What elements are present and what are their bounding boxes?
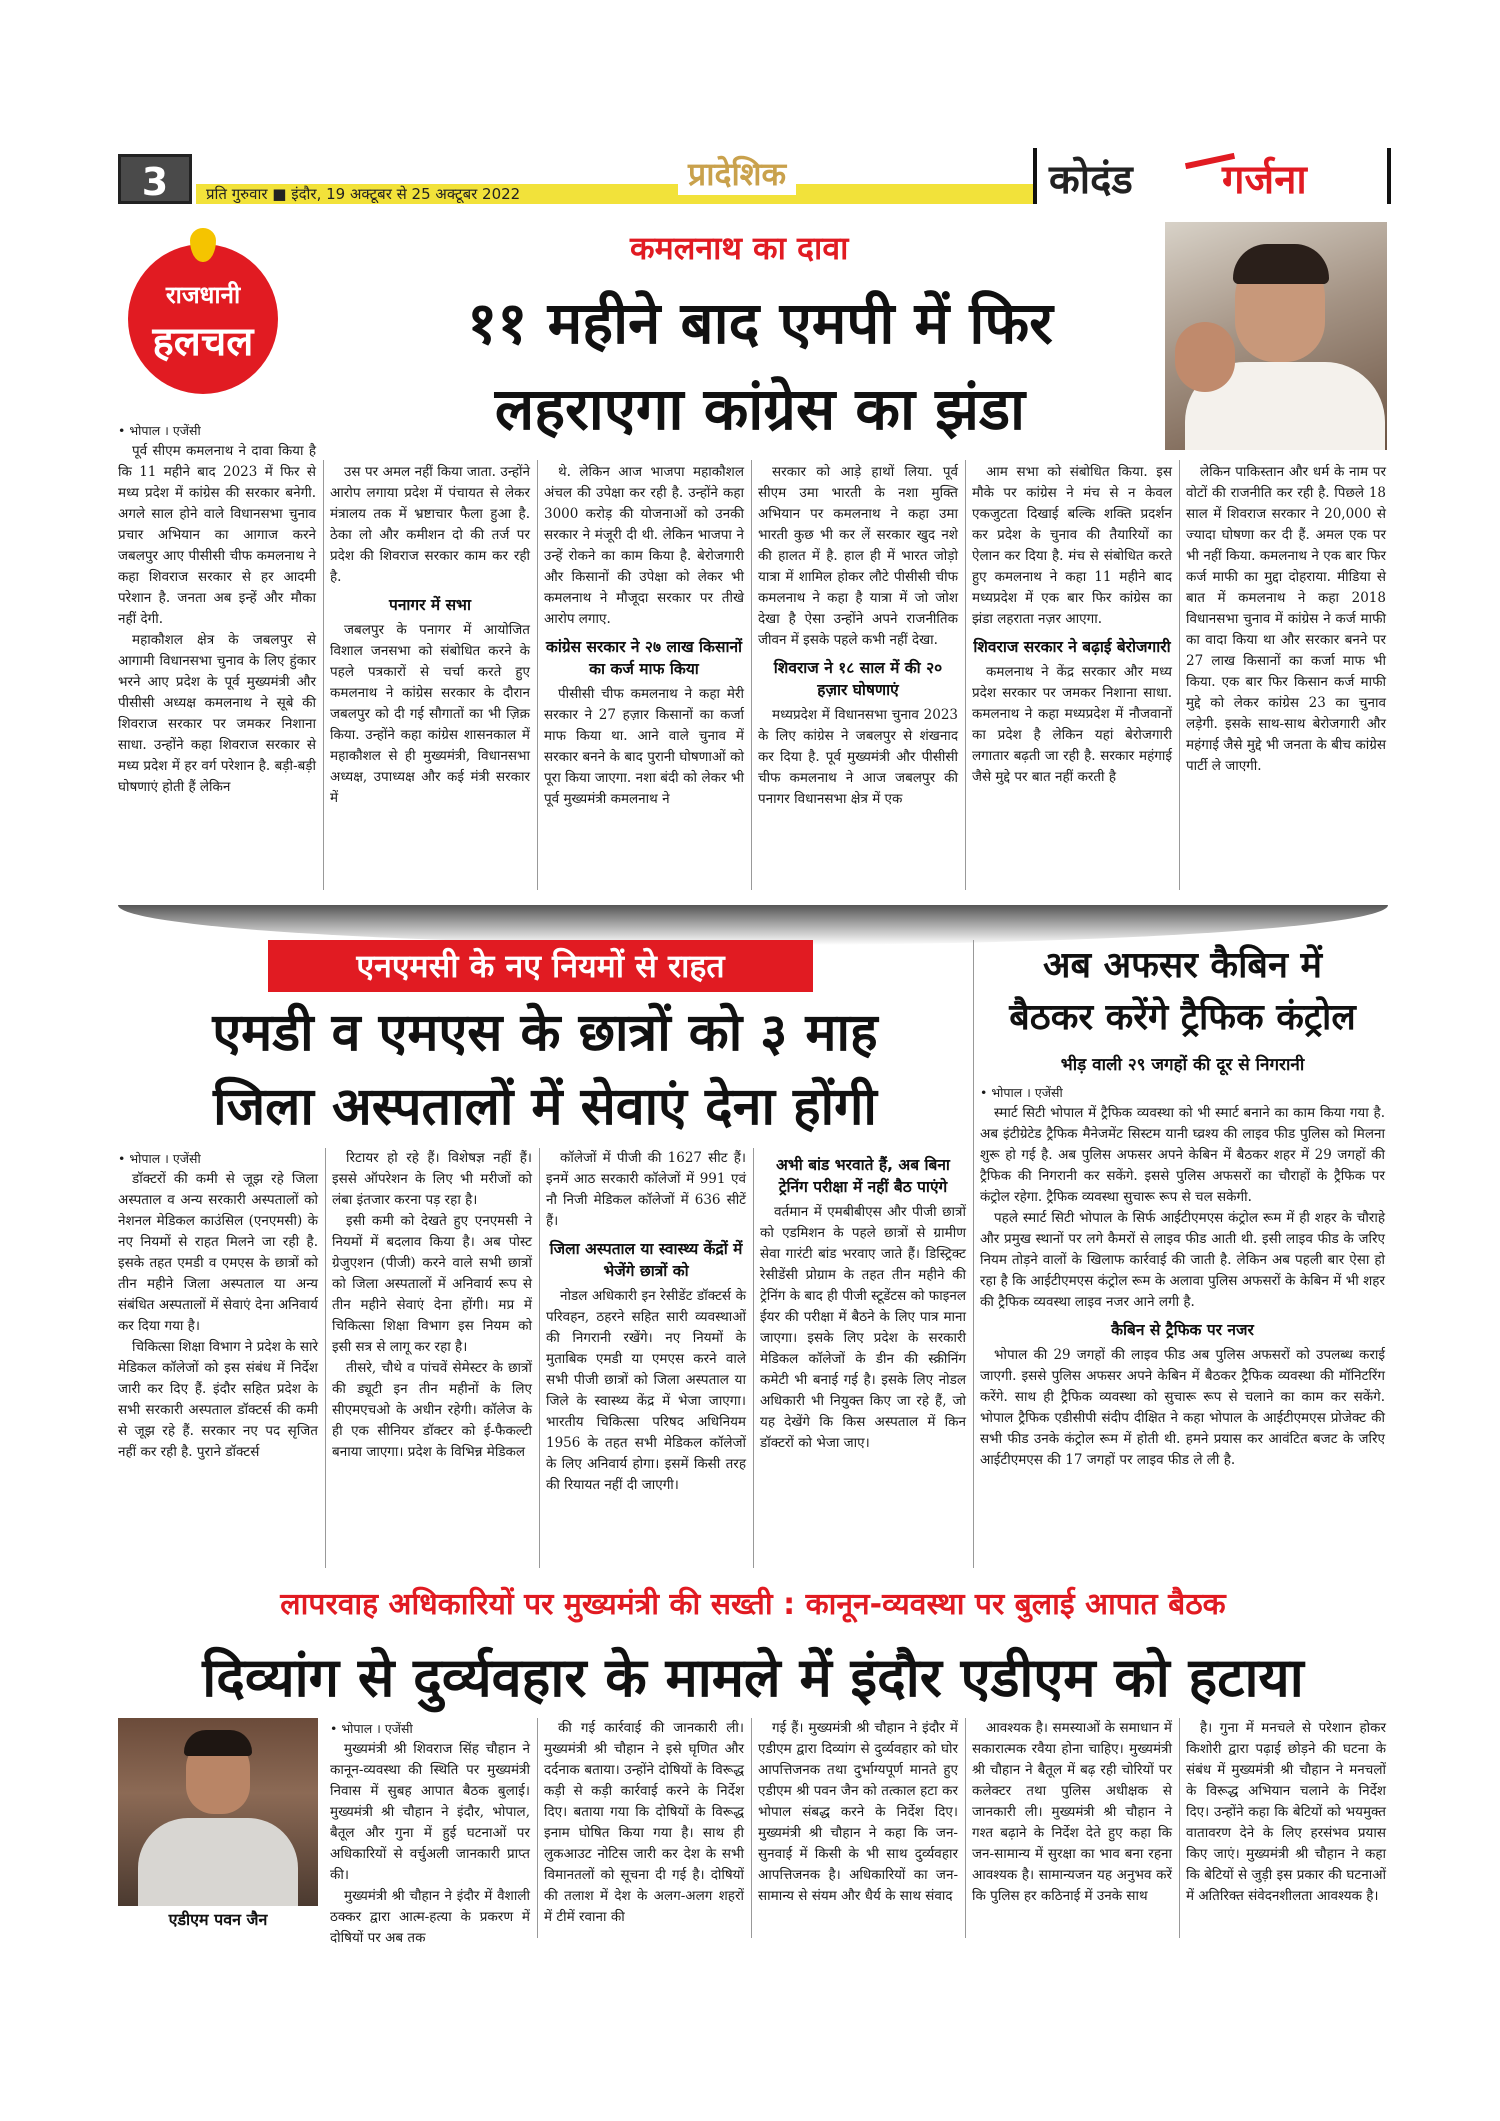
story2-col2-text: रिटायर हो रहे हैं। विशेषज्ञ नहीं हैं। इससे ऑपरेशन के लिए भी मरीजों को लंबा इंतजार करना पड़ रहा है।: [332, 1150, 532, 1208]
dateline-bar: [196, 184, 1146, 204]
story4-col1b-text: मुख्यमंत्री श्री चौहान ने इंदौर में वैशाली ठक्कर द्वारा आत्म-हत्या के प्रकरण में दोषियों पर अब तक: [330, 1888, 530, 1946]
story1-col4-text: सरकार को आड़े हाथों लिया. पूर्व सीएम उमा भारती के नशा मुक्ति अभियान पर कमलनाथ ने कहा उमा भारती कुछ भी कर लें सरकार खुद नशे की हालत में है. हाल ही में भारत जोड़ो यात्रा में शामिल होकर लौटे पीसीसी चीफ कमलनाथ ने कहा है यात्रा में जो जोश देखा है ऐसा उन्होंने अपने राजनीतिक जीवन में इसके पहले कभी नहीं देखा.: [758, 464, 958, 648]
story1-col6-text: लेकिन पाकिस्तान और धर्म के नाम पर वोटों की राजनीति कर रही है. पिछले 18 साल में शिवराज सरकार ने 20,000 से ज्यादा घोषणा कर दी हैं. अमल एक पर भी नहीं किया. कमलनाथ ने एक बार फिर कर्ज माफी का मुद्दा दोहराया. मीडिया से बात में कमलनाथ ने कहा 2018 विधानसभा चुनाव में कांग्रेस ने कर्ज माफी का वादा किया था और सरकार बनने पर 27 लाख किसानों का कर्जा माफ भी किया. एक बार फिर किसान कर्ज माफी मुद्दे को लेकर कांग्रेस 23 का चुनाव लड़ेगी. इसके साथ-साथ बेरोजगारी और महंगाई जैसे मुद्दे भी जनता के बीच कांग्रेस पार्टी ले जाएगी.: [1186, 464, 1386, 774]
dateline-text: प्रति गुरुवार ■ इंदौर, 19 अक्टूबर से 25 अक्टूबर 2022: [206, 185, 521, 203]
story1-column-6: [1186, 462, 1386, 777]
column-divider: [539, 1148, 540, 1568]
story1-col3-text: थे. लेकिन आज भाजपा महाकौशल अंचल की उपेक्षा कर रही है. उन्होंने कहा 3000 करोड़ की योजनाओं को उनकी सरकार ने मंजूरी दी थी. लेकिन भाजपा ने उन्हें रोकने का काम किया है. बेरोजगारी और किसानों की उपेक्षा को लेकर भी कमलनाथ ने मौजूदा सरकार पर तीखे आरोप लगाए.: [544, 464, 744, 627]
story4-column-4: [972, 1718, 1172, 1907]
story2-dateline: • भोपाल । एजेंसी: [118, 1151, 201, 1166]
story3-p1: स्मार्ट सिटी भोपाल में ट्रैफिक व्यवस्था को भी स्मार्ट बनाने का काम किया गया है. अब इंटीग्रेटेड ट्रैफिक मैनेजमेंट सिस्टम यानी घ्व्रश्य की लाइव फीड पुलिस को मिलना शुरू हो गई है. अब पुलिस अफसर अपने केबिन में बैठकर शहर में 29 जगहों की ट्रैफिक की निगरानी कर सकेंगे. इससे पुलिस अफसरों का चौराहों के ट्रैफिक पर कंट्रोल रहेगा. ट्रैफिक व्यवस्था सुचारू रूप से चल सकेगी.: [980, 1105, 1385, 1205]
story1-col5-text: आम सभा को संबोधित किया. इस मौके पर कांग्रेस ने मंच से न केवल एकजुटता दिखाई बल्कि शक्ति प्रदर्शन कर प्रदेश के चुनाव की तैयारियों का ऐलान कर दिया है. मंच से संबोधित करते हुए कमलनाथ ने कहा 11 महीने बाद मध्यप्रदेश में एक बार फिर कांग्रेस का झंडा लहराता नज़र आएगा.: [972, 464, 1172, 627]
story4-col2-text: की गई कार्रवाई की जानकारी ली। मुख्यमंत्री श्री चौहान ने इसे घृणित और दर्दनाक बताया। उन्होंने दोषियों के विरूद्ध कड़ी से कड़ी कार्रवाई करने के निर्देश दिए। बताया गया कि दोषियों के विरूद्ध इनाम घोषित किया गया है। साथ ही लुकआउट नोटिस जारी कर देश के सभी विमानतलों को सूचना दी गई है। दोषियों की तलाश में देश के अलग-अलग शहरों में टीमें रवाना की: [544, 1720, 744, 1925]
masthead: [118, 154, 1388, 204]
column-divider: [965, 460, 966, 890]
story4-column-5: [1186, 1718, 1386, 1907]
story1-col3b-text: पीसीसी चीफ कमलनाथ ने कहा मेरी सरकार ने 27 हज़ार किसानों का कर्जा माफ किया था. आने वाले चुनाव में सरकार बनने के बाद पुरानी घोषणाओं को पूरा किया जाएगा. नशा बंदी को लेकर भी पूर्व मुख्यमंत्री कमलनाथ ने: [544, 686, 744, 807]
page-number: 3: [118, 154, 192, 204]
newspaper-logo: [1033, 148, 1391, 204]
location-pin-icon: [190, 228, 216, 262]
story1-headline: [320, 280, 1200, 452]
story1-col1-text: पूर्व सीएम कमलनाथ ने दावा किया है कि 11 महीने बाद 2023 में फिर से मध्य प्रदेश में कांग्रेस की सरकार बनेगी. अगले साल होने वाले विधानसभा चुनाव प्रचार अभियान का आगाज करने जबलपुर आए पीसीसी चीफ कमलनाथ ने कहा शिवराज सरकार से हर आदमी परेशान है. जनता अब इन्हें और मौका नहीं देगी.: [118, 443, 316, 627]
story4-col3-text: गई हैं। मुख्यमंत्री श्री चौहान ने इंदौर में एडीएम द्वारा दिव्यांग से दुर्व्यवहार को घोर आपत्तिजनक तथा दुर्भाग्यपूर्ण मानते हुए एडीएम श्री पवन जैन को तत्काल हटा कर भोपाल संबद्ध करने के निर्देश दिए। मुख्यमंत्री श्री चौहान ने कहा कि जन-सुनवाई में किसी के भी साथ दुर्व्यवहार आपत्तिजनक है। अधिकारियों का जन-सामान्य से संयम और धैर्य के साथ संवाद: [758, 1720, 958, 1904]
story1-col2-text: उस पर अमल नहीं किया जाता. उन्होंने आरोप लगाया प्रदेश में पंचायत से लेकर मंत्रालय तक में भ्रष्टाचार फैला हुआ है. ठेका लो और कमीशन दो की तर्ज पर प्रदेश की शिवराज सरकार काम कर रही है.: [330, 464, 530, 585]
story2-headline: [130, 996, 960, 1144]
story3-p3: भोपाल की 29 जगहों की लाइव फीड अब पुलिस अफसरों को उपलब्ध कराई जाएगी. इससे पुलिस अफसर अपने केबिन में बैठकर ट्रैफिक व्यवस्था की मॉनिटरिंग करेंगे. साथ ही ट्रैफिक व्यवस्था को सुचारू रूप से चलाने का काम कर सकेंगे. भोपाल ट्रैफिक एडीसीपी संदीप दीक्षित ने कहा भोपाल के आईटीएमएस प्रोजेक्ट की सभी फीड उनके कंट्रोल रूम में होती थी. हमने प्रयास कर आवंटित बजट के जरिए आईटीएमएस की 17 जगहों पर लाइव फीड ले ली है.: [980, 1347, 1385, 1468]
story2-column-2: [332, 1148, 532, 1463]
badge-line1: राजधानी: [165, 281, 241, 309]
column-divider: [751, 460, 752, 890]
story1-column-3: [544, 462, 744, 810]
story4-headline: दिव्यांग से दुर्व्यवहार के मामले में इंदौर एडीएम को हटाया: [202, 1646, 1304, 1709]
logo-text-part1: कोदंड: [1049, 157, 1133, 203]
story2-headline-line1: एमडी व एमएस के छात्रों को ३ माह: [212, 1003, 878, 1063]
column-divider: [1179, 460, 1180, 890]
story2-subhead-district: जिला अस्पताल या स्वास्थ्य केंद्रों में भेजेंगे छात्रों को: [549, 1240, 743, 1280]
story3-dateline: • भोपाल । एजेंसी: [980, 1085, 1063, 1100]
photo-shape: [1233, 244, 1329, 284]
badge-line2: हलचल: [152, 319, 254, 365]
story2-col2c-text: तीसरे, चौथे व पांचवें सेमेस्टर के छात्रों की ड्यूटी इन तीन महीनों के लिए सीएमएचओ के अधीन रहेगी। कॉलेज के ही एक सीनियर डॉक्टर को ई-फैकल्टी बनाया जाएगा। प्रदेश के विभिन्न मेडिकल: [332, 1360, 532, 1460]
story2-col3-text: कॉलेजों में पीजी की 1627 सीट हैं। इनमें आठ सरकारी कॉलेजों में 991 एवं नौ निजी मेडिकल कॉलेजों में 636 सीटें हैं।: [546, 1150, 746, 1229]
story1-col1b-text: महाकौशल क्षेत्र के जबलपुर से आगामी विधानसभा चुनाव के लिए हुंकार भरने आए प्रदेश के पूर्व मुख्यमंत्री और पीसीसी अध्यक्ष कमलनाथ ने सूबे की शिवराज सरकार पर जमकर निशाना साधा. उन्होंने कहा शिवराज सरकार से मध्य प्रदेश में हर वर्ग परेशान है. बड़ी-बड़ी घोषणाएं होती हैं लेकिन: [118, 632, 316, 795]
column-divider: [973, 940, 974, 1568]
adm-pawan-jain-photo: [118, 1718, 318, 1906]
story2-col1b-text: चिकित्सा शिक्षा विभाग ने प्रदेश के सारे मेडिकल कॉलेजों को इस संबंध में निर्देश जारी कर दिए हैं. इंदौर सहित प्रदेश के सभी सरकारी अस्पताल डॉक्टर्स की कमी से जूझ रहे हैं. सरकार नए पद सृजित नहीं कर रही है. पुराने डॉक्टर्स: [118, 1339, 318, 1460]
story2-column-3: [546, 1148, 746, 1496]
column-divider: [965, 1718, 966, 1938]
photo-caption: एडीएम पवन जैन: [168, 1910, 268, 1929]
photo-shape: [184, 1730, 252, 1756]
section-name: प्रादेशिक: [678, 152, 796, 195]
story2-column-1: [118, 1148, 318, 1463]
story1-col2b-text: जबलपुर के पनागर में आयोजित विशाल जनसभा को संबोधित करने के पहले पत्रकारों से चर्चा करते हुए कमलनाथ ने कांग्रेस सरकार के दौरान जबलपुर को दी गई सौगातों का भी ज़िक्र किया. उन्होंने कहा कांग्रेस शासनकाल में महाकौशल से ही मुख्यमंत्री, विधानसभा अध्यक्ष, उपाध्यक्ष और कई मंत्री सरकार में: [330, 622, 530, 806]
story3-body: [980, 1082, 1385, 1471]
story4-column-3: [758, 1718, 958, 1907]
story1-column-4: [758, 462, 958, 810]
story3-headline-line1: अब अफसर कैबिन में: [1042, 945, 1323, 986]
rajdhani-halchal-badge: [128, 244, 278, 394]
story1-subhead-announcements: शिवराज ने १८ साल में की २० हज़ार घोषणाएं: [773, 659, 943, 699]
section-divider: [118, 905, 1388, 945]
story1-subhead-loan-waiver: कांग्रेस सरकार ने २७ लाख किसानों का कर्ज माफ किया: [545, 638, 743, 678]
story3-p2: पहले स्मार्ट सिटी भोपाल के सिर्फ आईटीएमएस कंट्रोल रूम में ही शहर के चौराहे और प्रमुख स्थानों पर लगे कैमरों से लाइव फीड आती थी. इसी लाइव फीड के जरिए नियम तोड़ने वालों के खिलाफ कार्रवाई की जाती है. लेकिन अब पहली बार ऐसा हो रहा है कि आईटीएमएस कंट्रोल रूम के अलावा पुलिस अफसरों के केबिन में भी शहर की ट्रैफिक व्यवस्था लाइव नजर आने लगी है.: [980, 1210, 1385, 1310]
story1-subhead-panagar: पनागर में सभा: [389, 596, 471, 614]
logo-text-part2: गर्जना: [1222, 157, 1307, 203]
story1-dateline: • भोपाल । एजेंसी: [118, 423, 201, 438]
story2-col4-text: वर्तमान में एमबीबीएस और पीजी छात्रों को एडमिशन के पहले छात्रों से ग्रामीण सेवा गारंटी बांड भरवाए जाते हैं। डिस्ट्रिक्ट रेसीडेंसी प्रोग्राम के तहत तीन महीने की ट्रेनिंग के बाद ही पीजी स्टूडेंटस को फाइनल ईयर की परीक्षा में बैठने के लिए पात्र माना जाएगा। इसके लिए प्रदेश के सरकारी मेडिकल कॉलेजों के डीन की स्क्रीनिंग कमेटी भी बनाई गई है। इसके लिए नोडल अधिकारी भी नियुक्त किए जा रहे हैं, जो यह देखेंगे कि किस अस्पताल में किन डॉक्टरों को भेजा जाए।: [760, 1204, 966, 1451]
story1-column-5: [972, 462, 1172, 788]
story2-col2b-text: इसी कमी को देखते हुए एनएमसी ने नियमों में बदलाव किया है। अब पोस्ट ग्रेजुएशन (पीजी) करने वाले सभी छात्रों को जिला अस्पतालों में अनिवार्य रूप से तीन महीने सेवाएं देना होंगी। मप्र में चिकित्सा शिक्षा विभाग इस नियम को इसी सत्र से लागू कर रहा है।: [332, 1213, 532, 1355]
story4-col4-text: आवश्यक है। समस्याओं के समाधान में सकारात्मक रवैया होना चाहिए। मुख्यमंत्री श्री चौहान ने बैतूल में बढ़ रही चोरियों पर कलेक्टर तथा पुलिस अधीक्षक से जानकारी ली। मुख्यमंत्री श्री चौहान ने गश्त बढ़ाने के निर्देश देते हुए कहा कि जन-सामान्य में सुरक्षा का भाव बना रहना आवश्यक है। सामान्यजन यह अनुभव करें कि पुलिस हर कठिनाई में उनके साथ: [972, 1720, 1172, 1904]
story1-col4b-text: मध्यप्रदेश में विधानसभा चुनाव 2023 के लिए कांग्रेस ने जबलपुर से शंखनाद कर दिया है. पूर्व मुख्यमंत्री और पीसीसी चीफ कमलनाथ ने आज जबलपुर की पनागर विधानसभा क्षेत्र में एक: [758, 707, 958, 807]
column-divider: [753, 1148, 754, 1568]
kamalnath-photo: [1165, 222, 1387, 450]
story2-headline-line2: जिला अस्पतालों में सेवाएं देना होंगी: [213, 1077, 877, 1137]
story1-headline-line1: ११ महीने बाद एमपी में फिर: [467, 289, 1053, 357]
story2-column-4: [760, 1148, 966, 1454]
story2-subhead-bond: अभी बांड भरवाते हैं, अब बिना ट्रेनिंग परीक्षा में नहीं बैठ पाएंगे: [776, 1156, 950, 1196]
column-divider: [537, 460, 538, 890]
photo-shape: [138, 1818, 298, 1906]
story3-subhead-cabin: कैबिन से ट्रैफिक पर नजर: [1111, 1321, 1254, 1339]
story4-kicker: लापरवाह अधिकारियों पर मुख्यमंत्री की सख्ती : कानून-व्यवस्था पर बुलाई आपात बैठक: [280, 1587, 1226, 1622]
story4-column-2: [544, 1718, 744, 1928]
story3-headline: [980, 940, 1385, 1044]
story1-column-2: [330, 462, 530, 809]
story3-headline-line2: बैठकर करेंगे ट्रैफिक कंट्रोल: [1009, 997, 1356, 1038]
column-divider: [1179, 1718, 1180, 1938]
column-divider: [751, 1718, 752, 1938]
story3-deck: भीड़ वाली २९ जगहों की दूर से निगरानी: [1060, 1055, 1305, 1075]
story1-headline-line2: लहराएगा कांग्रेस का झंडा: [494, 375, 1026, 443]
story1-subhead-unemployment: शिवराज सरकार ने बढ़ाई बेरोजगारी: [973, 638, 1171, 656]
story4-col5-text: है। गुना में मनचले से परेशान होकर किशोरी द्वारा पढ़ाई छोड़ने की घटना के संबंध में मुख्यमंत्री श्री चौहान ने मनचलों के विरूद्ध अभियान चलाने के निर्देश दिए। उन्होंने कहा कि बेटियों को भयमुक्त वातावरण देने के लिए हरसंभव प्रयास किए जाएं। मुख्यमंत्री श्री चौहान ने कहा कि बेटियों से जुड़ी इस प्रकार की घटनाओं में अतिरिक्त संवेदनशीलता आवश्यक है।: [1186, 1720, 1386, 1904]
story4-column-1: [330, 1718, 530, 1949]
column-divider: [537, 1718, 538, 1938]
story4-col1-text: मुख्यमंत्री श्री शिवराज सिंह चौहान ने कानून-व्यवस्था की स्थिति पर मुख्यमंत्री निवास में सुबह आपात बैठक बुलाई। मुख्यमंत्री श्री चौहान ने इंदौर, भोपाल, बैतूल और गुना में हुई घटनाओं पर अधिकारियों से वर्चुअली जानकारी प्राप्त की।: [330, 1741, 530, 1883]
story2-col3b-text: नोडल अधिकारी इन रेसीडेंट डॉक्टर्स के परिवहन, ठहरने सहित सारी व्यवस्थाओं की निगरानी रखेंगे। नए नियमों के मुताबिक एमडी या एमएस करने वाले सभी पीजी छात्रों को जिला अस्पताल या जिले के स्वास्थ्य केंद्र में भेजा जाएगा। भारतीय चिकित्सा परिषद अधिनियम 1956 के तहत सभी मेडिकल कॉलेजों के लिए अनिवार्य होगा। इसमें किसी तरह की रियायत नहीं दी जाएगी।: [546, 1288, 746, 1493]
story2-kicker: एनएमसी के नए नियमों से राहत: [268, 940, 813, 992]
story1-kicker: कमलनाथ का दावा: [630, 229, 849, 267]
story1-col5b-text: कमलनाथ ने केंद्र सरकार और मध्य प्रदेश सरकार पर जमकर निशाना साधा. कमलनाथ ने कहा मध्यप्रदेश में नौजवानों का प्रदेश है लेकिन यहां बेरोजगारी लगातार बढ़ती जा रही है. सरकार महंगाई जैसे मुद्दे पर बात नहीं करती है: [972, 664, 1172, 785]
column-divider: [323, 460, 324, 890]
photo-shape: [1175, 322, 1235, 392]
story2-col1-text: डॉक्टरों की कमी से जूझ रहे जिला अस्पताल व अन्य सरकारी अस्पतालों को नेशनल मेडिकल काउंसिल (एनएमसी) के नए नियमों से राहत मिलने जा रही है. इसके तहत एमडी व एमएस के छात्रों को तीन महीने जिला अस्पताल या अन्य संबंधित अस्पतालों में सेवाएं देना अनिवार्य कर दिया गया है।: [118, 1171, 318, 1334]
column-divider: [325, 1148, 326, 1568]
story1-column-1: [118, 420, 316, 798]
story4-dateline: • भोपाल । एजेंसी: [330, 1721, 413, 1736]
